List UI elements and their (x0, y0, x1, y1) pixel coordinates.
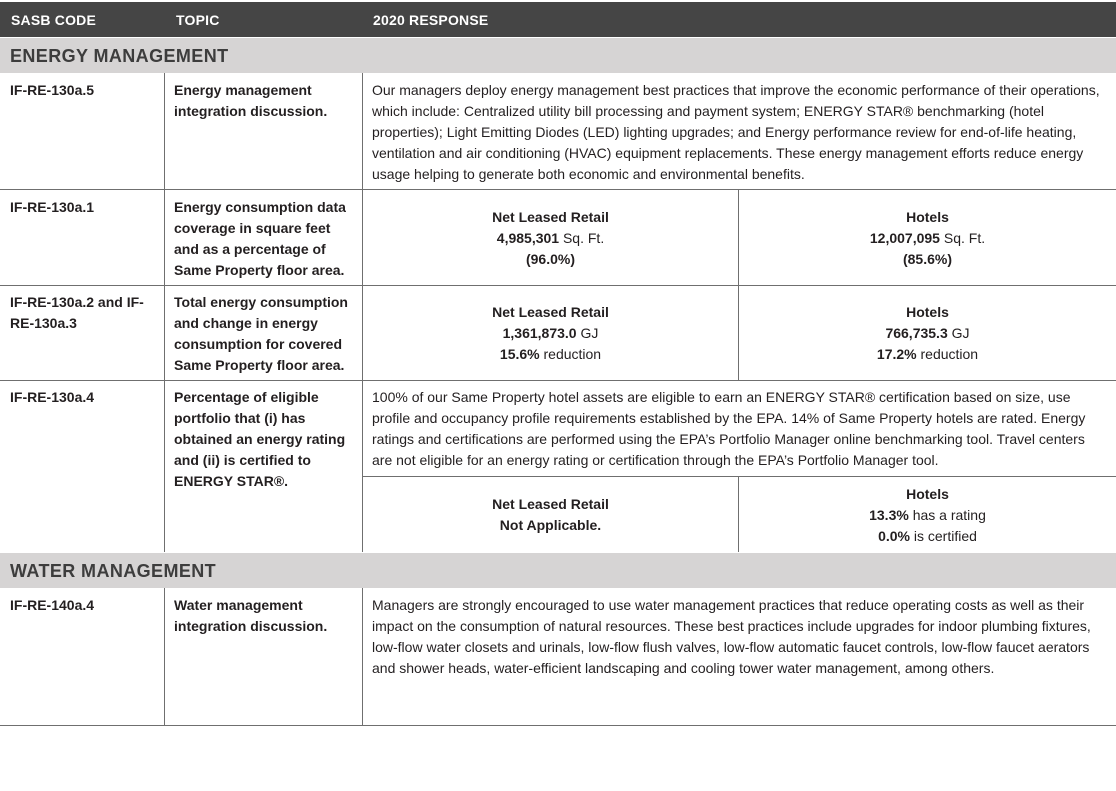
cell-label: Net Leased Retail (492, 304, 609, 320)
cell-label: Net Leased Retail (492, 496, 609, 512)
column-divider (362, 588, 363, 725)
hotels-consumption-cell (739, 302, 1116, 365)
section-water-management (0, 553, 1116, 588)
consumption-value: 766,735.3 (885, 325, 948, 341)
row-topic: Energy management integration discussion. (174, 82, 328, 119)
rating-text: has a rating (908, 507, 986, 523)
coverage-unit: Sq. Ft. (939, 230, 986, 246)
row-topic: Water management integration discussion. (174, 597, 328, 634)
table-header (0, 2, 1116, 37)
row-divider (0, 380, 1116, 381)
hotels-rating-cell (739, 484, 1116, 547)
change-percent: 15.6% (499, 346, 540, 362)
header-response: 2020 RESPONSE (373, 12, 489, 28)
certified-text: is certified (910, 528, 977, 544)
change-text: reduction (539, 346, 602, 362)
row-topic: Total energy consumption and change in energy consumption for covered Same Property floor area. (174, 294, 348, 373)
column-divider (164, 588, 165, 725)
row-divider (0, 725, 1116, 726)
section-energy-management (0, 38, 1116, 73)
hotels-coverage-cell (739, 207, 1116, 270)
consumption-value: 1,361,873.0 (502, 325, 577, 341)
consumption-unit: GJ (947, 325, 970, 341)
row-code: IF-RE-130a.2 and IF-RE-130a.3 (10, 294, 144, 331)
coverage-value: 12,007,095 (869, 230, 940, 246)
coverage-value: 4,985,301 (496, 230, 560, 246)
header-sasb-code: SASB CODE (11, 12, 97, 28)
retail-consumption-cell (363, 302, 738, 365)
cell-label: Hotels (906, 486, 949, 502)
column-divider (164, 73, 165, 552)
row-divider (0, 285, 1116, 286)
consumption-unit: GJ (576, 325, 599, 341)
cell-label: Net Leased Retail (492, 209, 609, 225)
retail-coverage-cell (363, 207, 738, 270)
row-code: IF-RE-130a.5 (10, 82, 95, 98)
row-divider (0, 189, 1116, 190)
rating-value: Not Applicable. (499, 517, 602, 533)
coverage-percent: (85.6%) (902, 251, 953, 267)
coverage-percent: (96.0%) (525, 251, 576, 267)
row-code: IF-RE-130a.4 (10, 389, 95, 405)
change-text: reduction (916, 346, 979, 362)
row-topic: Energy consumption data coverage in square feet and as a percentage of Same Property floor area. (174, 199, 346, 278)
row-response: Managers are strongly encouraged to use water management practices that reduce operating costs as well as their impact on the consumption of natural resources. These best practices include upgrades for indoor plumbing fixtures, low-flow water closets and urinals, low-flow flush valves, low-flow automatic faucet controls, low-flow faucet aerators and shower heads, water-efficient landscaping and cooling tower water management, among others. (372, 597, 1091, 676)
header-topic: TOPIC (176, 12, 220, 28)
section-title: WATER MANAGEMENT (10, 561, 217, 581)
retail-rating-cell (363, 494, 738, 536)
coverage-unit: Sq. Ft. (559, 230, 605, 246)
row-code: IF-RE-140a.4 (10, 597, 95, 613)
cell-label: Hotels (906, 209, 949, 225)
change-percent: 17.2% (876, 346, 917, 362)
rating-percent: 13.3% (869, 507, 909, 523)
certified-percent: 0.0% (878, 528, 910, 544)
row-divider (363, 476, 1116, 477)
row-response: 100% of our Same Property hotel assets are eligible to earn an ENERGY STAR® certification based on size, use profile and occupancy profile requirements established by the EPA. 14% of Same Property hotels are rated. Energy ratings and certifications are performed using the EPA’s Portfolio Manager online benchmarking tool. Travel centers are not eligible for an energy rating or certification through the EPA’s Portfolio Manager tool. (372, 389, 1086, 468)
cell-label: Hotels (906, 304, 949, 320)
row-code: IF-RE-130a.1 (10, 199, 95, 215)
row-topic: Percentage of eligible portfolio that (i) has obtained an energy rating and (ii) is certified to ENERGY STAR®. (174, 389, 346, 489)
section-title: ENERGY MANAGEMENT (10, 46, 229, 66)
row-response: Our managers deploy energy management best practices that improve the economic performance of their operations, which include: Centralized utility bill processing and payment system; ENERGY STAR® benchmarking (hotel properties); Light Emitting Diodes (LED) lighting upgrades; and Energy performance review for end-of-life heating, ventilation and air conditioning (HVAC) equipment replacements. These energy management efforts reduce energy usage helping to generate both economic and environmental benefits. (372, 82, 1100, 182)
